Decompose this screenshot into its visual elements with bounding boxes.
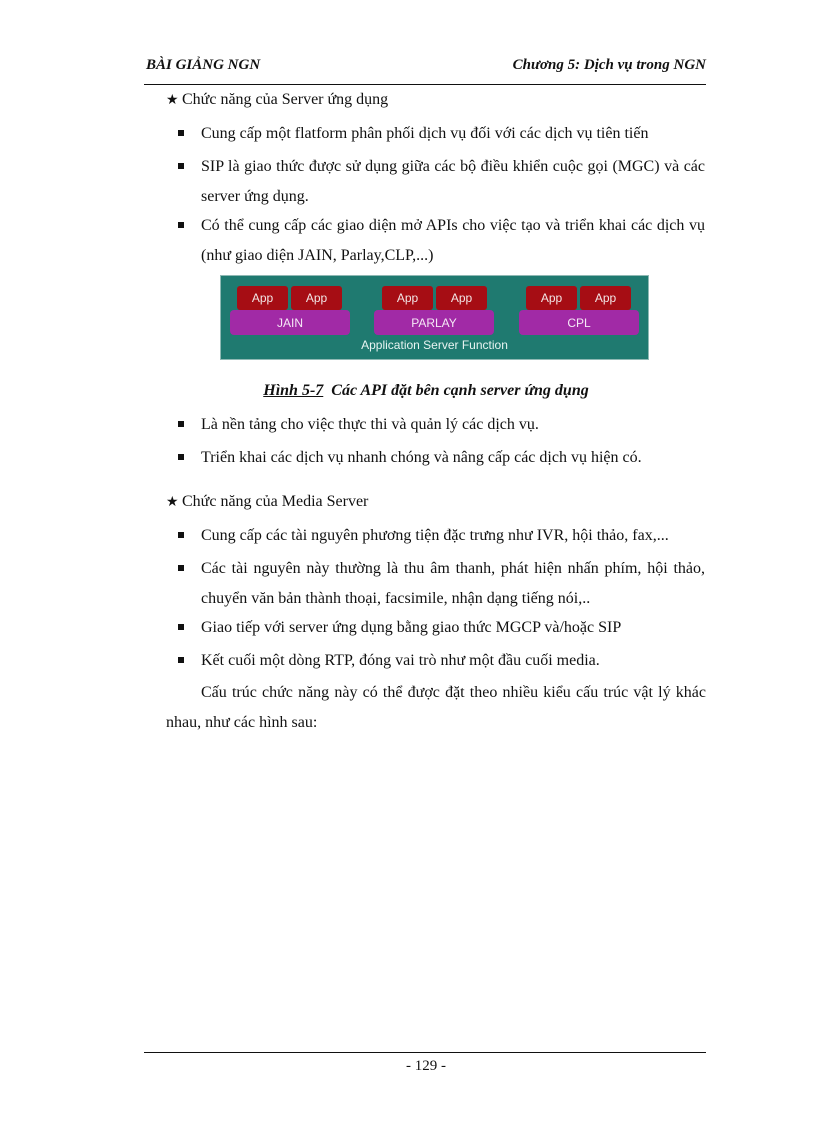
list-item bbox=[178, 613, 705, 643]
page-number: - 129 - bbox=[406, 1058, 446, 1074]
app-box bbox=[382, 286, 433, 310]
figure-api-diagram bbox=[220, 275, 649, 360]
api-box-label: JAIN bbox=[276, 315, 303, 330]
list-item bbox=[178, 554, 705, 614]
header-right-title: Chương 5: Dịch vụ trong NGN bbox=[512, 57, 706, 73]
header-left-title: BÀI GIẢNG NGN bbox=[146, 57, 261, 73]
list-item-text: Giao tiếp với server ứng dụng bằng giao thức MGCP và/hoặc SIP bbox=[201, 619, 622, 636]
section-title-text: Chức năng của Media Server bbox=[182, 493, 369, 510]
api-box-label: CPL bbox=[567, 315, 591, 330]
api-box-parlay bbox=[374, 310, 494, 335]
section-title-text: Chức năng của Server ứng dụng bbox=[182, 91, 389, 108]
square-bullet-icon bbox=[178, 421, 184, 427]
app-box-label: App bbox=[540, 291, 563, 305]
section-title-media-server bbox=[166, 493, 368, 511]
list-item bbox=[178, 646, 705, 676]
list-item bbox=[178, 152, 705, 212]
square-bullet-icon bbox=[178, 454, 184, 460]
section-title-app-server bbox=[166, 91, 388, 109]
square-bullet-icon bbox=[178, 222, 184, 228]
list-item bbox=[178, 521, 705, 551]
square-bullet-icon bbox=[178, 624, 184, 630]
app-box bbox=[291, 286, 342, 310]
app-box bbox=[237, 286, 288, 310]
application-server-function-label: Application Server Function bbox=[361, 338, 508, 352]
square-bullet-icon bbox=[178, 532, 184, 538]
list-item-text: Các tài nguyên này thường là thu âm thanh, phát hiện nhấn phím, hội thảo, chuyển văn bản thành thoại, facsimile, nhận dạng tiếng nói,.. bbox=[201, 560, 705, 607]
list-item-text: Cung cấp các tài nguyên phương tiện đặc trưng như IVR, hội thảo, fax,... bbox=[201, 527, 669, 544]
list-item-text: Là nền tảng cho việc thực thi và quản lý các dịch vụ. bbox=[201, 416, 539, 433]
list-item-text: Triển khai các dịch vụ nhanh chóng và nâng cấp các dịch vụ hiện có. bbox=[201, 449, 642, 466]
api-box-cpl bbox=[519, 310, 639, 335]
list-item-text: Có thể cung cấp các giao diện mở APIs cho việc tạo và triển khai các dịch vụ (như giao diện JAIN, Parlay,CLP,...) bbox=[201, 217, 705, 264]
footer-rule bbox=[144, 1052, 706, 1053]
closing-paragraph: Cấu trúc chức năng này có thể được đặt theo nhiều kiểu cấu trúc vật lý khác nhau, như các hình sau: bbox=[166, 684, 706, 731]
app-box bbox=[436, 286, 487, 310]
api-box-jain bbox=[230, 310, 350, 335]
list-item-text: SIP là giao thức được sử dụng giữa các bộ điều khiển cuộc gọi (MGC) và các server ứng dụng. bbox=[201, 158, 705, 205]
square-bullet-icon bbox=[178, 163, 184, 169]
list-item-text: Cung cấp một flatform phân phối dịch vụ đối với các dịch vụ tiên tiến bbox=[201, 125, 649, 142]
list-item bbox=[178, 443, 705, 473]
app-box-label: App bbox=[396, 291, 419, 305]
app-box-label: App bbox=[450, 291, 473, 305]
star-icon: ★ bbox=[166, 93, 179, 108]
page-header bbox=[146, 50, 706, 74]
square-bullet-icon bbox=[178, 130, 184, 136]
figure-caption bbox=[146, 382, 706, 400]
header-rule bbox=[144, 84, 706, 85]
square-bullet-icon bbox=[178, 657, 184, 663]
list-item bbox=[178, 410, 705, 440]
star-icon: ★ bbox=[166, 495, 179, 510]
api-box-label: PARLAY bbox=[411, 315, 457, 330]
app-box-label: App bbox=[594, 291, 617, 305]
figure-caption-text: Các API đặt bên cạnh server ứng dụng bbox=[331, 382, 589, 399]
list-item bbox=[178, 119, 705, 149]
app-box-label: App bbox=[305, 291, 328, 305]
list-item-text: Kết cuối một dòng RTP, đóng vai trò như một đầu cuối media. bbox=[201, 652, 600, 669]
app-box bbox=[580, 286, 631, 310]
app-box-label: App bbox=[251, 291, 274, 305]
square-bullet-icon bbox=[178, 565, 184, 571]
app-box bbox=[526, 286, 577, 310]
list-item bbox=[178, 211, 705, 271]
figure-number: Hình 5-7 bbox=[263, 382, 324, 399]
